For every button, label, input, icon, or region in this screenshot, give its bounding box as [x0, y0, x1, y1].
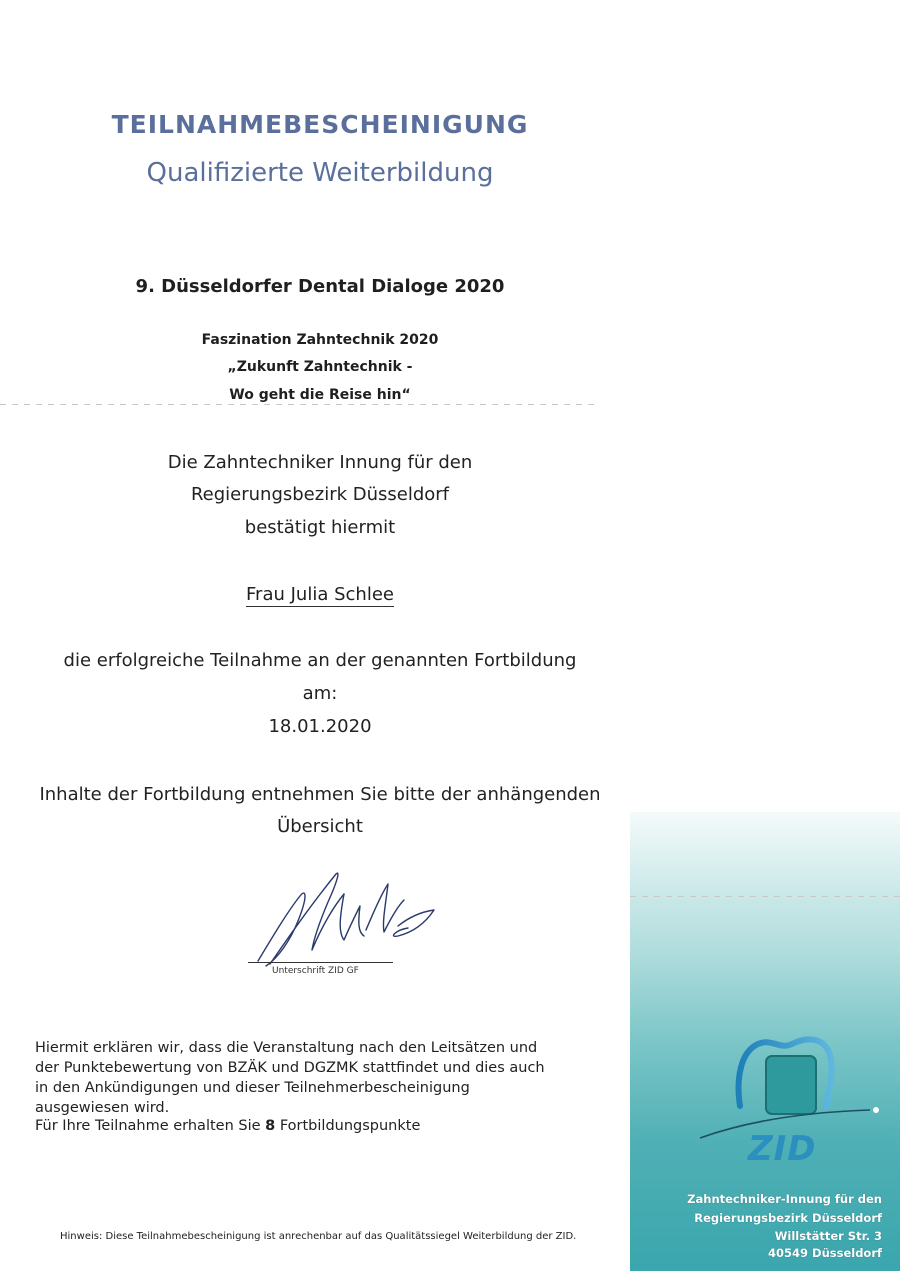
panel-scan-artifact	[630, 896, 900, 897]
event-theme-line-2: „Zukunft Zahntechnik -	[227, 359, 413, 375]
points-value: 8	[265, 1118, 276, 1134]
address-line-3: Willstätter Str. 3	[774, 1229, 882, 1243]
confirmation-line-1: Die Zahntechniker Innung für den	[167, 452, 473, 473]
declaration-line-1: Hiermit erklären wir, dass die Veranstaltung nach den Leitsätzen und	[35, 1040, 538, 1056]
address-line-2: Regierungsbezirk Düsseldorf	[694, 1211, 882, 1225]
contents-line-2: Übersicht	[277, 816, 363, 837]
recipient-name-container	[0, 584, 640, 605]
participation-line-2: am:	[302, 683, 338, 704]
participation-line-1: die erfolgreiche Teilnahme an der genannten Fortbildung	[63, 650, 577, 671]
declaration-points	[35, 1116, 420, 1136]
confirmation-line-3: bestätigt hiermit	[244, 517, 396, 538]
scan-artifact-line	[0, 404, 600, 405]
signature-line	[248, 962, 393, 963]
zid-tooth-logo	[700, 1030, 890, 1140]
signature-label: Unterschrift ZID GF	[272, 966, 359, 976]
contents-line-1: Inhalte der Fortbildung entnehmen Sie bitte der anhängenden	[39, 784, 601, 805]
address-line-1: Zahntechniker-Innung für den	[687, 1192, 882, 1206]
points-prefix: Für Ihre Teilnahme erhalten Sie	[35, 1118, 261, 1134]
certificate-title: TEILNAHMEBESCHEINIGUNG	[111, 110, 529, 139]
handwritten-signature	[248, 866, 448, 976]
declaration-line-4: ausgewiesen wird.	[35, 1100, 170, 1116]
points-suffix: Fortbildungspunkte	[279, 1118, 421, 1134]
hint-note: Hinweis: Diese Teilnahmebescheinigung ist anrechenbar auf das Qualitätssiegel Weiterbildung der ZID.	[60, 1231, 577, 1242]
event-name: 9. Düsseldorfer Dental Dialoge 2020	[135, 276, 505, 297]
zid-logo-text: ZID	[748, 1129, 817, 1169]
address-line-4: 40549 Düsseldorf	[768, 1246, 882, 1260]
declaration-line-2: der Punktebewertung von BZÄK und DGZMK stattfindet und dies auch	[35, 1060, 545, 1076]
confirmation-line-2: Regierungsbezirk Düsseldorf	[190, 484, 450, 505]
declaration-line-3: in den Ankündigungen und dieser Teilnehmerbescheinigung	[35, 1080, 470, 1096]
recipient-name: Frau Julia Schlee	[246, 584, 394, 605]
certificate-subtitle: Qualifizierte Weiterbildung	[146, 158, 494, 188]
participation-date: 18.01.2020	[268, 716, 372, 737]
event-theme-line-1: Faszination Zahntechnik 2020	[201, 332, 439, 348]
event-theme-line-3: Wo geht die Reise hin“	[229, 387, 411, 403]
